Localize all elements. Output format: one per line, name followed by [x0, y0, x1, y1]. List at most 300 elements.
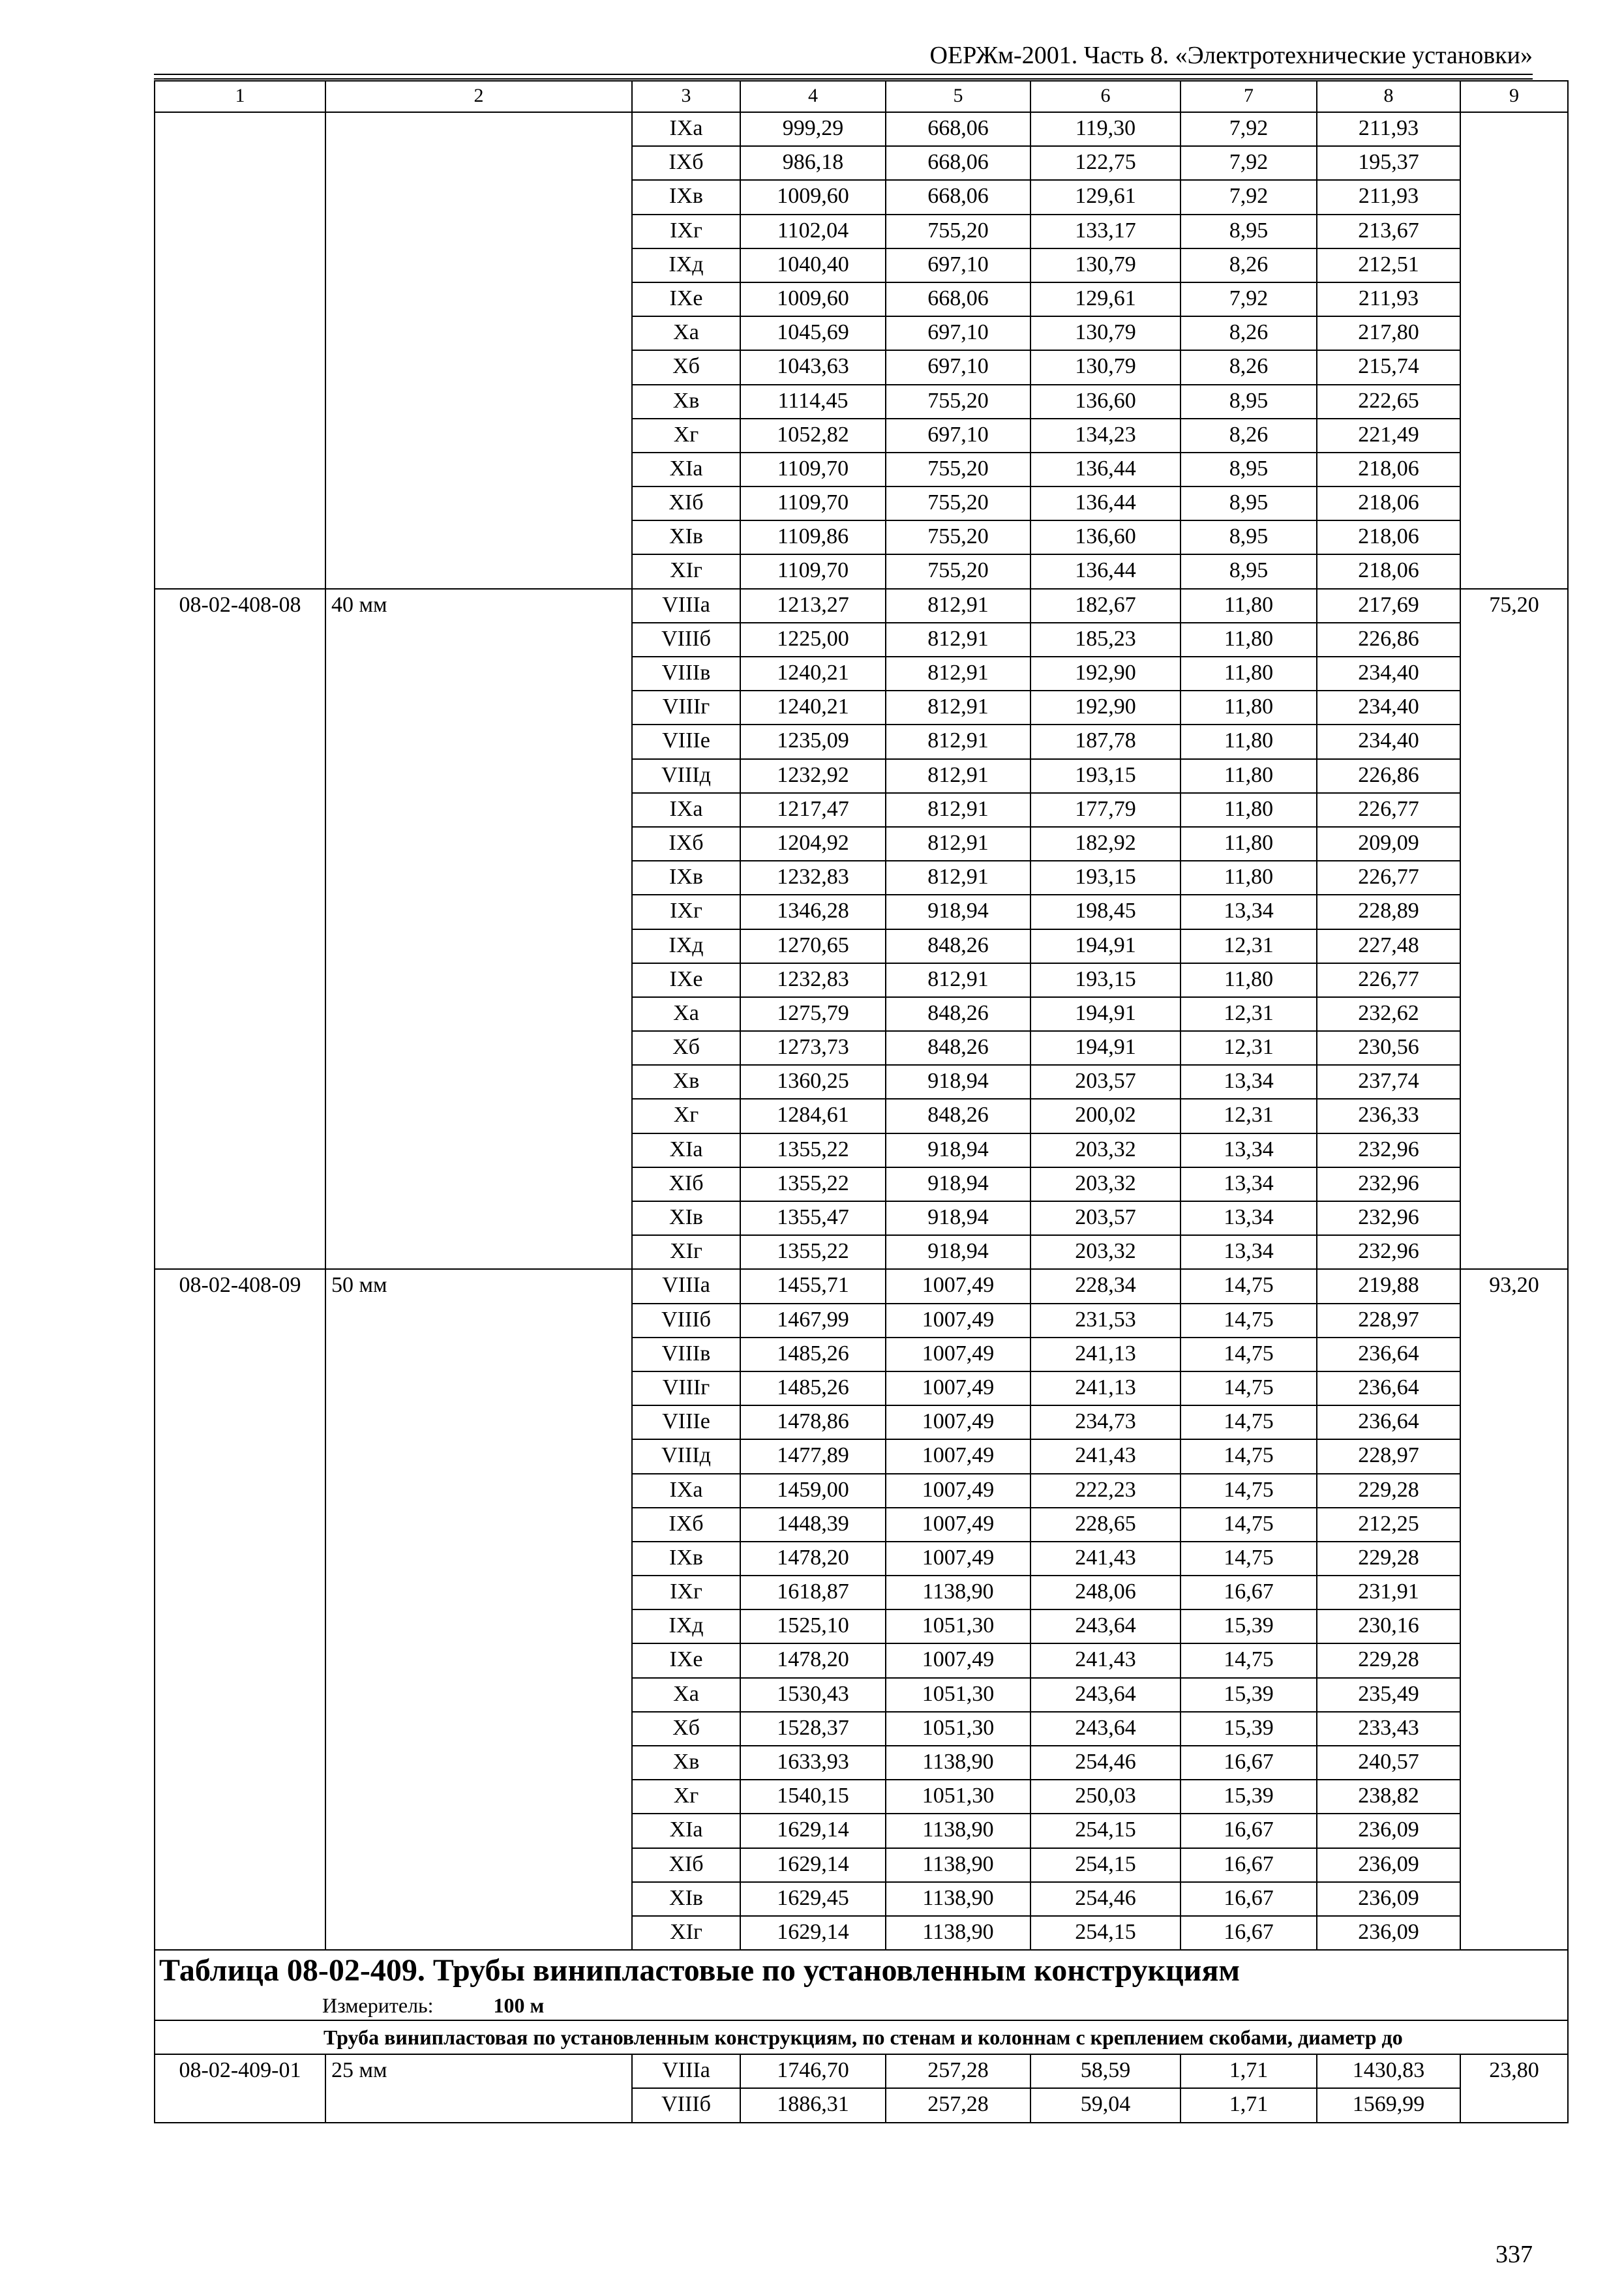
value-cell: 1138,90	[886, 1746, 1030, 1780]
value-cell: 11,80	[1180, 827, 1317, 861]
value-cell: 254,46	[1030, 1882, 1180, 1916]
value-cell: 232,96	[1317, 1167, 1460, 1201]
value-cell: 16,67	[1180, 1916, 1317, 1950]
value-cell: 228,34	[1030, 1269, 1180, 1303]
value-cell: 812,91	[886, 691, 1030, 725]
value-cell: 200,02	[1030, 1099, 1180, 1133]
value-cell: 1204,92	[740, 827, 886, 861]
value-cell: 182,92	[1030, 827, 1180, 861]
value-cell: 236,09	[1317, 1848, 1460, 1882]
value-cell: 219,88	[1317, 1269, 1460, 1303]
value-cell: 222,23	[1030, 1474, 1180, 1508]
diameter-cell	[325, 112, 632, 589]
value-cell: 1633,93	[740, 1746, 886, 1780]
value-cell: 235,49	[1317, 1678, 1460, 1712]
value-cell: 129,61	[1030, 180, 1180, 214]
rate-code	[155, 112, 325, 589]
value-cell: 12,31	[1180, 929, 1317, 963]
value-cell: 1007,49	[886, 1338, 1030, 1371]
value-cell: 217,69	[1317, 589, 1460, 623]
column-number: 2	[325, 81, 632, 112]
value-cell: 1629,14	[740, 1916, 886, 1950]
header-rule	[154, 78, 1533, 80]
diameter-cell: 40 мм	[325, 589, 632, 1270]
value-cell: 194,91	[1030, 929, 1180, 963]
value-cell: 1007,49	[886, 1304, 1030, 1338]
value-cell: 697,10	[886, 248, 1030, 282]
value-cell: 218,06	[1317, 453, 1460, 486]
value-cell: 136,60	[1030, 520, 1180, 554]
zone-cell: XIа	[632, 1133, 740, 1167]
value-cell: 16,67	[1180, 1576, 1317, 1609]
value-cell: 918,94	[886, 1133, 1030, 1167]
value-cell: 215,74	[1317, 350, 1460, 384]
value-cell: 241,43	[1030, 1542, 1180, 1576]
zone-cell: VIIIд	[632, 1439, 740, 1473]
value-cell: 211,93	[1317, 282, 1460, 316]
zone-cell: Xб	[632, 350, 740, 384]
zone-cell: Xб	[632, 1712, 740, 1746]
value-cell: 14,75	[1180, 1508, 1317, 1542]
value-cell: 755,20	[886, 554, 1030, 588]
value-cell: 257,28	[886, 2054, 1030, 2088]
zone-cell: VIIIа	[632, 1269, 740, 1303]
measure-line	[159, 1991, 1563, 2020]
value-cell: 226,86	[1317, 623, 1460, 657]
value-cell: 1232,92	[740, 759, 886, 793]
zone-cell: XIб	[632, 486, 740, 520]
value-cell: 812,91	[886, 657, 1030, 691]
value-cell: 136,44	[1030, 554, 1180, 588]
value-cell: 234,40	[1317, 725, 1460, 758]
value-cell: 918,94	[886, 1201, 1030, 1235]
value-cell: 668,06	[886, 282, 1030, 316]
zone-cell: VIIIв	[632, 1338, 740, 1371]
value-cell: 1138,90	[886, 1916, 1030, 1950]
value-cell: 203,32	[1030, 1235, 1180, 1269]
value-cell: 1102,04	[740, 215, 886, 248]
zone-cell: XIг	[632, 554, 740, 588]
price-table	[154, 80, 1569, 2123]
value-cell: 134,23	[1030, 419, 1180, 453]
value-cell: 1225,00	[740, 623, 886, 657]
zone-cell: XIг	[632, 1235, 740, 1269]
value-cell: 15,39	[1180, 1780, 1317, 1814]
column-number: 5	[886, 81, 1030, 112]
value-cell: 1478,20	[740, 1643, 886, 1677]
value-cell: 187,78	[1030, 725, 1180, 758]
value-cell: 14,75	[1180, 1371, 1317, 1405]
zone-cell: Xа	[632, 1678, 740, 1712]
value-cell: 241,13	[1030, 1338, 1180, 1371]
value-cell: 13,34	[1180, 1167, 1317, 1201]
section-title: Таблица 08-02-409. Трубы винипластовые по установленным конструкциям	[159, 1953, 1241, 1988]
value-cell: 254,15	[1030, 1814, 1180, 1848]
value-cell: 11,80	[1180, 963, 1317, 997]
rate-code: 08-02-409-01	[155, 2054, 325, 2122]
value-cell: 15,39	[1180, 1712, 1317, 1746]
value-cell: 1355,22	[740, 1235, 886, 1269]
column-number: 4	[740, 81, 886, 112]
value-cell: 1232,83	[740, 861, 886, 895]
value-cell: 212,51	[1317, 248, 1460, 282]
value-cell: 231,91	[1317, 1576, 1460, 1609]
value-cell: 203,32	[1030, 1167, 1180, 1201]
value-cell: 14,75	[1180, 1643, 1317, 1677]
value-cell: 211,93	[1317, 112, 1460, 146]
value-cell: 136,44	[1030, 486, 1180, 520]
value-cell: 193,15	[1030, 963, 1180, 997]
value-cell: 755,20	[886, 520, 1030, 554]
value-cell: 1007,49	[886, 1405, 1030, 1439]
measure-value: 100 м	[493, 1994, 545, 2018]
value-cell: 1051,30	[886, 1780, 1030, 1814]
value-cell: 848,26	[886, 997, 1030, 1031]
value-cell: 16,67	[1180, 1848, 1317, 1882]
value-cell: 697,10	[886, 316, 1030, 350]
value-cell: 222,65	[1317, 385, 1460, 419]
table-body	[155, 81, 1568, 2123]
value-cell: 1007,49	[886, 1474, 1030, 1508]
value-cell: 1109,70	[740, 554, 886, 588]
value-cell: 234,73	[1030, 1405, 1180, 1439]
value-cell: 236,64	[1317, 1405, 1460, 1439]
zone-cell: VIIIг	[632, 691, 740, 725]
col9-cell: 23,80	[1460, 2054, 1568, 2122]
value-cell: 848,26	[886, 929, 1030, 963]
page-number: 337	[1496, 2241, 1533, 2268]
value-cell: 8,95	[1180, 385, 1317, 419]
value-cell: 213,67	[1317, 215, 1460, 248]
zone-cell: VIIIа	[632, 589, 740, 623]
column-number: 1	[155, 81, 325, 112]
zone-cell: VIIIе	[632, 1405, 740, 1439]
zone-cell: Xб	[632, 1031, 740, 1065]
zone-cell: XIб	[632, 1848, 740, 1882]
value-cell: 14,75	[1180, 1405, 1317, 1439]
zone-cell: IXе	[632, 963, 740, 997]
value-cell: 243,64	[1030, 1712, 1180, 1746]
zone-cell: Xв	[632, 1065, 740, 1099]
value-cell: 999,29	[740, 112, 886, 146]
value-cell: 136,44	[1030, 453, 1180, 486]
page-header: ОЕРЖм-2001. Часть 8. «Электротехнические установки»	[929, 42, 1533, 69]
value-cell: 236,09	[1317, 1814, 1460, 1848]
value-cell: 1109,70	[740, 486, 886, 520]
value-cell: 918,94	[886, 895, 1030, 929]
value-cell: 232,96	[1317, 1235, 1460, 1269]
zone-cell: XIв	[632, 520, 740, 554]
value-cell: 14,75	[1180, 1474, 1317, 1508]
value-cell: 1138,90	[886, 1576, 1030, 1609]
zone-cell: XIа	[632, 453, 740, 486]
value-cell: 755,20	[886, 486, 1030, 520]
value-cell: 13,34	[1180, 1133, 1317, 1167]
value-cell: 13,34	[1180, 1065, 1317, 1099]
value-cell: 812,91	[886, 793, 1030, 827]
value-cell: 755,20	[886, 385, 1030, 419]
value-cell: 1270,65	[740, 929, 886, 963]
value-cell: 668,06	[886, 146, 1030, 180]
value-cell: 122,75	[1030, 146, 1180, 180]
value-cell: 234,40	[1317, 691, 1460, 725]
value-cell: 193,15	[1030, 861, 1180, 895]
value-cell: 133,17	[1030, 215, 1180, 248]
value-cell: 1886,31	[740, 2088, 886, 2122]
value-cell: 254,15	[1030, 1848, 1180, 1882]
column-number: 6	[1030, 81, 1180, 112]
value-cell: 1618,87	[740, 1576, 886, 1609]
value-cell: 194,91	[1030, 1031, 1180, 1065]
zone-cell: IXг	[632, 1576, 740, 1609]
value-cell: 237,74	[1317, 1065, 1460, 1099]
value-cell: 194,91	[1030, 997, 1180, 1031]
value-cell: 1284,61	[740, 1099, 886, 1133]
value-cell: 1355,47	[740, 1201, 886, 1235]
value-cell: 1448,39	[740, 1508, 886, 1542]
value-cell: 229,28	[1317, 1643, 1460, 1677]
value-cell: 8,26	[1180, 248, 1317, 282]
value-cell: 1051,30	[886, 1678, 1030, 1712]
value-cell: 1109,86	[740, 520, 886, 554]
value-cell: 848,26	[886, 1099, 1030, 1133]
section-title-row	[155, 1950, 1568, 2020]
value-cell: 1,71	[1180, 2054, 1317, 2088]
value-cell: 236,64	[1317, 1371, 1460, 1405]
value-cell: 1540,15	[740, 1780, 886, 1814]
measure-label: Измеритель:	[322, 1994, 434, 2018]
value-cell: 14,75	[1180, 1439, 1317, 1473]
value-cell: 250,03	[1030, 1780, 1180, 1814]
value-cell: 230,56	[1317, 1031, 1460, 1065]
value-cell: 812,91	[886, 861, 1030, 895]
description-row	[155, 2020, 1568, 2054]
value-cell: 234,40	[1317, 657, 1460, 691]
zone-cell: Xа	[632, 316, 740, 350]
value-cell: 1528,37	[740, 1712, 886, 1746]
value-cell: 1346,28	[740, 895, 886, 929]
diameter-cell: 50 мм	[325, 1269, 632, 1950]
value-cell: 218,06	[1317, 554, 1460, 588]
value-cell: 11,80	[1180, 759, 1317, 793]
value-cell: 243,64	[1030, 1609, 1180, 1643]
value-cell: 12,31	[1180, 1031, 1317, 1065]
value-cell: 130,79	[1030, 316, 1180, 350]
value-cell: 1007,49	[886, 1542, 1030, 1576]
value-cell: 243,64	[1030, 1678, 1180, 1712]
column-number: 7	[1180, 81, 1317, 112]
value-cell: 209,09	[1317, 827, 1460, 861]
value-cell: 203,57	[1030, 1201, 1180, 1235]
zone-cell: IXе	[632, 282, 740, 316]
value-cell: 1007,49	[886, 1371, 1030, 1405]
value-cell: 1007,49	[886, 1269, 1030, 1303]
value-cell: 228,97	[1317, 1304, 1460, 1338]
value-cell: 211,93	[1317, 180, 1460, 214]
value-cell: 254,46	[1030, 1746, 1180, 1780]
rate-code: 08-02-408-08	[155, 589, 325, 1270]
value-cell: 1430,83	[1317, 2054, 1460, 2088]
value-cell: 1051,30	[886, 1712, 1030, 1746]
value-cell: 232,62	[1317, 997, 1460, 1031]
value-cell: 16,67	[1180, 1746, 1317, 1780]
value-cell: 7,92	[1180, 180, 1317, 214]
value-cell: 227,48	[1317, 929, 1460, 963]
value-cell: 236,09	[1317, 1882, 1460, 1916]
zone-cell: XIг	[632, 1916, 740, 1950]
value-cell: 11,80	[1180, 589, 1317, 623]
value-cell: 228,65	[1030, 1508, 1180, 1542]
value-cell: 1355,22	[740, 1133, 886, 1167]
value-cell: 177,79	[1030, 793, 1180, 827]
zone-cell: IXб	[632, 1508, 740, 1542]
value-cell: 1467,99	[740, 1304, 886, 1338]
zone-cell: XIв	[632, 1882, 740, 1916]
value-cell: 812,91	[886, 623, 1030, 657]
value-cell: 1009,60	[740, 180, 886, 214]
value-cell: 129,61	[1030, 282, 1180, 316]
value-cell: 1530,43	[740, 1678, 886, 1712]
value-cell: 1629,14	[740, 1848, 886, 1882]
value-cell: 848,26	[886, 1031, 1030, 1065]
value-cell: 14,75	[1180, 1338, 1317, 1371]
column-number: 8	[1317, 81, 1460, 112]
zone-cell: VIIIб	[632, 1304, 740, 1338]
value-cell: 7,92	[1180, 146, 1317, 180]
value-cell: 13,34	[1180, 1201, 1317, 1235]
value-cell: 240,57	[1317, 1746, 1460, 1780]
value-cell: 1109,70	[740, 453, 886, 486]
value-cell: 1485,26	[740, 1338, 886, 1371]
zone-cell: VIIIб	[632, 2088, 740, 2122]
value-cell: 130,79	[1030, 350, 1180, 384]
value-cell: 229,28	[1317, 1542, 1460, 1576]
zone-cell: IXе	[632, 1643, 740, 1677]
value-cell: 1746,70	[740, 2054, 886, 2088]
value-cell: 236,64	[1317, 1338, 1460, 1371]
value-cell: 226,77	[1317, 793, 1460, 827]
table-row	[155, 2054, 1568, 2088]
value-cell: 1043,63	[740, 350, 886, 384]
value-cell: 11,80	[1180, 691, 1317, 725]
zone-cell: XIб	[632, 1167, 740, 1201]
zone-cell: XIв	[632, 1201, 740, 1235]
value-cell: 119,30	[1030, 112, 1180, 146]
value-cell: 8,95	[1180, 453, 1317, 486]
col9-cell	[1460, 112, 1568, 589]
value-cell: 228,89	[1317, 895, 1460, 929]
value-cell: 7,92	[1180, 282, 1317, 316]
value-cell: 236,33	[1317, 1099, 1460, 1133]
value-cell: 918,94	[886, 1065, 1030, 1099]
value-cell: 812,91	[886, 759, 1030, 793]
value-cell: 195,37	[1317, 146, 1460, 180]
value-cell: 11,80	[1180, 623, 1317, 657]
value-cell: 11,80	[1180, 793, 1317, 827]
value-cell: 248,06	[1030, 1576, 1180, 1609]
zone-cell: VIIIв	[632, 657, 740, 691]
zone-cell: Xг	[632, 1099, 740, 1133]
zone-cell: Xв	[632, 385, 740, 419]
value-cell: 1007,49	[886, 1439, 1030, 1473]
value-cell: 1275,79	[740, 997, 886, 1031]
value-cell: 217,80	[1317, 316, 1460, 350]
value-cell: 1009,60	[740, 282, 886, 316]
col9-cell: 75,20	[1460, 589, 1568, 1270]
zone-cell: IXа	[632, 793, 740, 827]
value-cell: 230,16	[1317, 1609, 1460, 1643]
zone-cell: IXд	[632, 1609, 740, 1643]
header-rule	[154, 74, 1533, 75]
value-cell: 812,91	[886, 589, 1030, 623]
value-cell: 228,97	[1317, 1439, 1460, 1473]
value-cell: 1007,49	[886, 1508, 1030, 1542]
value-cell: 182,67	[1030, 589, 1180, 623]
table-row	[155, 589, 1568, 623]
value-cell: 203,57	[1030, 1065, 1180, 1099]
value-cell: 1045,69	[740, 316, 886, 350]
value-cell: 1360,25	[740, 1065, 886, 1099]
value-cell: 1,71	[1180, 2088, 1317, 2122]
value-cell: 12,31	[1180, 1099, 1317, 1133]
value-cell: 1138,90	[886, 1814, 1030, 1848]
value-cell: 812,91	[886, 827, 1030, 861]
value-cell: 1478,20	[740, 1542, 886, 1576]
value-cell: 755,20	[886, 215, 1030, 248]
col9-cell: 93,20	[1460, 1269, 1568, 1950]
value-cell: 8,26	[1180, 419, 1317, 453]
value-cell: 986,18	[740, 146, 886, 180]
zone-cell: IXа	[632, 1474, 740, 1508]
value-cell: 241,43	[1030, 1643, 1180, 1677]
value-cell: 1355,22	[740, 1167, 886, 1201]
value-cell: 11,80	[1180, 861, 1317, 895]
value-cell: 192,90	[1030, 657, 1180, 691]
value-cell: 241,43	[1030, 1439, 1180, 1473]
value-cell: 254,15	[1030, 1916, 1180, 1950]
value-cell: 1525,10	[740, 1609, 886, 1643]
value-cell: 1114,45	[740, 385, 886, 419]
value-cell: 218,06	[1317, 520, 1460, 554]
table-row	[155, 1269, 1568, 1303]
value-cell: 226,77	[1317, 963, 1460, 997]
value-cell: 697,10	[886, 350, 1030, 384]
value-cell: 697,10	[886, 419, 1030, 453]
value-cell: 1273,73	[740, 1031, 886, 1065]
section-description: Труба винипластовая по установленным конструкциям, по стенам и колоннам с креплением скобами, диаметр до	[155, 2020, 1568, 2054]
zone-cell: VIIIе	[632, 725, 740, 758]
value-cell: 241,13	[1030, 1371, 1180, 1405]
zone-cell: XIа	[632, 1814, 740, 1848]
value-cell: 14,75	[1180, 1542, 1317, 1576]
value-cell: 1629,14	[740, 1814, 886, 1848]
value-cell: 232,96	[1317, 1133, 1460, 1167]
zone-cell: IXб	[632, 146, 740, 180]
value-cell: 13,34	[1180, 1235, 1317, 1269]
value-cell: 136,60	[1030, 385, 1180, 419]
zone-cell: VIIIб	[632, 623, 740, 657]
value-cell: 1217,47	[740, 793, 886, 827]
column-number: 3	[632, 81, 740, 112]
value-cell: 668,06	[886, 180, 1030, 214]
diameter-cell: 25 мм	[325, 2054, 632, 2122]
zone-cell: IXа	[632, 112, 740, 146]
zone-cell: IXг	[632, 215, 740, 248]
value-cell: 1569,99	[1317, 2088, 1460, 2122]
value-cell: 226,86	[1317, 759, 1460, 793]
value-cell: 59,04	[1030, 2088, 1180, 2122]
zone-cell: IXв	[632, 180, 740, 214]
